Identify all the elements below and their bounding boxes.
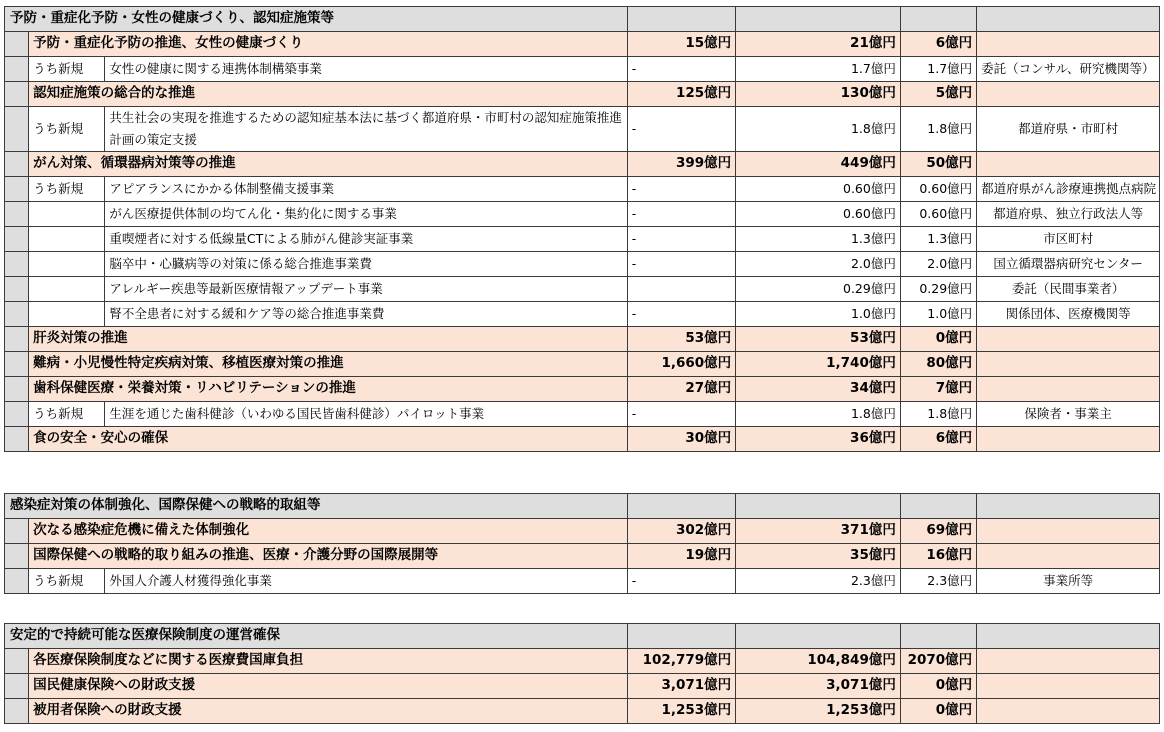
value-diff: 16億円	[900, 544, 976, 569]
value-request: 0.29億円	[736, 277, 901, 302]
value-prev: 125億円	[627, 82, 735, 107]
value-diff: 50億円	[900, 152, 976, 177]
recipient-note: 都道府県・市町村	[977, 107, 1160, 152]
header-blank-cell	[627, 7, 735, 32]
indent-cell	[5, 674, 29, 699]
sub-item-row	[5, 402, 1160, 427]
value-diff: 5億円	[900, 82, 976, 107]
value-diff: 0.29億円	[900, 277, 976, 302]
value-diff: 2.0億円	[900, 252, 976, 277]
indent-cell	[5, 699, 29, 724]
sub-item-row	[5, 252, 1160, 277]
value-diff: 1.8億円	[900, 107, 976, 152]
value-prev: 19億円	[627, 544, 735, 569]
value-diff: 0億円	[900, 674, 976, 699]
header-blank-cell	[977, 494, 1160, 519]
main-item-row	[5, 699, 1160, 724]
main-item-row	[5, 519, 1160, 544]
item-label: 肝炎対策の推進	[29, 327, 628, 352]
section-title: 感染症対策の体制強化、国際保健への戦略的取組等	[5, 494, 628, 519]
indent-cell	[5, 82, 29, 107]
item-label: 次なる感染症危機に備えた体制強化	[29, 519, 628, 544]
sub-item-row	[5, 277, 1160, 302]
value-prev: 27億円	[627, 377, 735, 402]
sub-item-label: 重喫煙者に対する低線量CTによる肺がん健診実証事業	[105, 227, 627, 252]
value-request: 1.7億円	[736, 57, 901, 82]
sub-item-label: アレルギー疾患等最新医療情報アップデート事業	[105, 277, 627, 302]
item-label: 国民健康保険への財政支援	[29, 674, 628, 699]
recipient-note	[977, 427, 1160, 452]
value-diff: 1.3億円	[900, 227, 976, 252]
value-prev: -	[627, 202, 735, 227]
sub-item-label: 共生社会の実現を推進するための認知症基本法に基づく都道府県・市町村の認知症施策推進計画の策定支援	[105, 107, 627, 152]
main-item-row	[5, 674, 1160, 699]
value-prev: 30億円	[627, 427, 735, 452]
sub-item-label: 外国人介護人材獲得強化事業	[105, 569, 627, 594]
value-request: 21億円	[736, 32, 901, 57]
main-item-row	[5, 352, 1160, 377]
value-request: 0.60億円	[736, 202, 901, 227]
value-request: 36億円	[736, 427, 901, 452]
header-blank-cell	[736, 624, 901, 649]
value-prev: -	[627, 302, 735, 327]
new-item-prefix: うち新規	[29, 402, 105, 427]
sub-item-row	[5, 569, 1160, 594]
value-prev: 102,779億円	[627, 649, 735, 674]
header-blank-cell	[627, 494, 735, 519]
item-label: 予防・重症化予防の推進、女性の健康づくり	[29, 32, 628, 57]
main-item-row	[5, 377, 1160, 402]
indent-cell	[5, 57, 29, 82]
value-prev: -	[627, 402, 735, 427]
value-diff: 1.7億円	[900, 57, 976, 82]
value-prev: 3,071億円	[627, 674, 735, 699]
value-request: 104,849億円	[736, 649, 901, 674]
value-prev: 1,253億円	[627, 699, 735, 724]
value-request: 2.3億円	[736, 569, 901, 594]
recipient-note: 保険者・事業主	[977, 402, 1160, 427]
recipient-note: 委託（民間事業者）	[977, 277, 1160, 302]
section-title: 安定的で持続可能な医療保険制度の運営確保	[5, 624, 628, 649]
value-diff: 7億円	[900, 377, 976, 402]
value-request: 34億円	[736, 377, 901, 402]
value-prev: 302億円	[627, 519, 735, 544]
sub-item-row	[5, 107, 1160, 152]
item-label: 難病・小児慢性特定疾病対策、移植医療対策の推進	[29, 352, 628, 377]
value-diff: 0.60億円	[900, 202, 976, 227]
value-diff: 6億円	[900, 32, 976, 57]
section-table	[4, 6, 1160, 452]
value-request: 130億円	[736, 82, 901, 107]
header-blank-cell	[736, 494, 901, 519]
recipient-note	[977, 352, 1160, 377]
value-request: 53億円	[736, 327, 901, 352]
indent-cell	[5, 519, 29, 544]
value-diff: 0億円	[900, 327, 976, 352]
section-header-row	[5, 494, 1160, 519]
value-diff: 6億円	[900, 427, 976, 452]
value-request: 1.0億円	[736, 302, 901, 327]
header-blank-cell	[977, 7, 1160, 32]
value-diff: 2070億円	[900, 649, 976, 674]
indent-cell	[5, 377, 29, 402]
section-title: 予防・重症化予防・女性の健康づくり、認知症施策等	[5, 7, 628, 32]
section-table	[4, 493, 1160, 594]
value-diff: 69億円	[900, 519, 976, 544]
value-prev: -	[627, 57, 735, 82]
item-label: 歯科保健医療・栄養対策・リハビリテーションの推進	[29, 377, 628, 402]
sub-item-row	[5, 57, 1160, 82]
new-item-prefix	[29, 252, 105, 277]
value-prev: 53億円	[627, 327, 735, 352]
main-item-row	[5, 32, 1160, 57]
value-diff: 0億円	[900, 699, 976, 724]
indent-cell	[5, 277, 29, 302]
value-prev: -	[627, 252, 735, 277]
sub-item-label: 生涯を通じた歯科健診（いわゆる国民皆歯科健診）パイロット事業	[105, 402, 627, 427]
recipient-note: 都道府県がん診療連携拠点病院	[977, 177, 1160, 202]
recipient-note	[977, 544, 1160, 569]
indent-cell	[5, 544, 29, 569]
value-diff: 1.0億円	[900, 302, 976, 327]
indent-cell	[5, 202, 29, 227]
main-item-row	[5, 427, 1160, 452]
recipient-note	[977, 82, 1160, 107]
sub-item-row	[5, 177, 1160, 202]
indent-cell	[5, 569, 29, 594]
recipient-note: 国立循環器病研究センター	[977, 252, 1160, 277]
section-table	[4, 623, 1160, 724]
value-prev: -	[627, 227, 735, 252]
indent-cell	[5, 302, 29, 327]
item-label: 国際保健への戦略的取り組みの推進、医療・介護分野の国際展開等	[29, 544, 628, 569]
value-diff: 0.60億円	[900, 177, 976, 202]
recipient-note	[977, 674, 1160, 699]
sub-item-label: 脳卒中・心臓病等の対策に係る総合推進事業費	[105, 252, 627, 277]
indent-cell	[5, 107, 29, 152]
recipient-note	[977, 327, 1160, 352]
new-item-prefix	[29, 227, 105, 252]
recipient-note	[977, 377, 1160, 402]
main-item-row	[5, 544, 1160, 569]
value-request: 1,740億円	[736, 352, 901, 377]
recipient-note: 事業所等	[977, 569, 1160, 594]
new-item-prefix: うち新規	[29, 57, 105, 82]
sub-item-row	[5, 202, 1160, 227]
indent-cell	[5, 227, 29, 252]
value-prev: -	[627, 569, 735, 594]
value-request: 1.8億円	[736, 402, 901, 427]
section-header-row	[5, 624, 1160, 649]
recipient-note	[977, 32, 1160, 57]
header-blank-cell	[627, 624, 735, 649]
item-label: 食の安全・安心の確保	[29, 427, 628, 452]
header-blank-cell	[900, 7, 976, 32]
value-prev: 399億円	[627, 152, 735, 177]
recipient-note	[977, 152, 1160, 177]
indent-cell	[5, 152, 29, 177]
indent-cell	[5, 252, 29, 277]
value-request: 371億円	[736, 519, 901, 544]
sub-item-label: 女性の健康に関する連携体制構築事業	[105, 57, 627, 82]
item-label: 被用者保険への財政支援	[29, 699, 628, 724]
new-item-prefix	[29, 202, 105, 227]
sub-item-label: 腎不全患者に対する緩和ケア等の総合推進事業費	[105, 302, 627, 327]
indent-cell	[5, 649, 29, 674]
main-item-row	[5, 82, 1160, 107]
value-diff: 80億円	[900, 352, 976, 377]
recipient-note	[977, 649, 1160, 674]
main-item-row	[5, 649, 1160, 674]
value-prev: -	[627, 107, 735, 152]
recipient-note: 委託（コンサル、研究機関等）	[977, 57, 1160, 82]
main-item-row	[5, 327, 1160, 352]
value-prev: -	[627, 177, 735, 202]
new-item-prefix	[29, 302, 105, 327]
item-label: がん対策、循環器病対策等の推進	[29, 152, 628, 177]
new-item-prefix	[29, 277, 105, 302]
new-item-prefix: うち新規	[29, 569, 105, 594]
indent-cell	[5, 427, 29, 452]
value-request: 1.3億円	[736, 227, 901, 252]
indent-cell	[5, 402, 29, 427]
header-blank-cell	[900, 624, 976, 649]
header-blank-cell	[900, 494, 976, 519]
header-blank-cell	[977, 624, 1160, 649]
indent-cell	[5, 32, 29, 57]
item-label: 認知症施策の総合的な推進	[29, 82, 628, 107]
recipient-note	[977, 519, 1160, 544]
value-prev: 15億円	[627, 32, 735, 57]
value-request: 0.60億円	[736, 177, 901, 202]
indent-cell	[5, 327, 29, 352]
sub-item-label: がん医療提供体制の均てん化・集約化に関する事業	[105, 202, 627, 227]
value-request: 3,071億円	[736, 674, 901, 699]
value-request: 449億円	[736, 152, 901, 177]
section-header-row	[5, 7, 1160, 32]
sub-item-label: アピアランスにかかる体制整備支援事業	[105, 177, 627, 202]
item-label: 各医療保険制度などに関する医療費国庫負担	[29, 649, 628, 674]
recipient-note	[977, 699, 1160, 724]
indent-cell	[5, 177, 29, 202]
value-request: 35億円	[736, 544, 901, 569]
value-prev	[627, 277, 735, 302]
new-item-prefix: うち新規	[29, 177, 105, 202]
value-prev: 1,660億円	[627, 352, 735, 377]
sub-item-row	[5, 302, 1160, 327]
recipient-note: 市区町村	[977, 227, 1160, 252]
value-diff: 2.3億円	[900, 569, 976, 594]
main-item-row	[5, 152, 1160, 177]
value-request: 2.0億円	[736, 252, 901, 277]
recipient-note: 都道府県、独立行政法人等	[977, 202, 1160, 227]
sub-item-row	[5, 227, 1160, 252]
header-blank-cell	[736, 7, 901, 32]
value-request: 1,253億円	[736, 699, 901, 724]
value-request: 1.8億円	[736, 107, 901, 152]
recipient-note: 関係団体、医療機関等	[977, 302, 1160, 327]
new-item-prefix: うち新規	[29, 107, 105, 152]
indent-cell	[5, 352, 29, 377]
value-diff: 1.8億円	[900, 402, 976, 427]
